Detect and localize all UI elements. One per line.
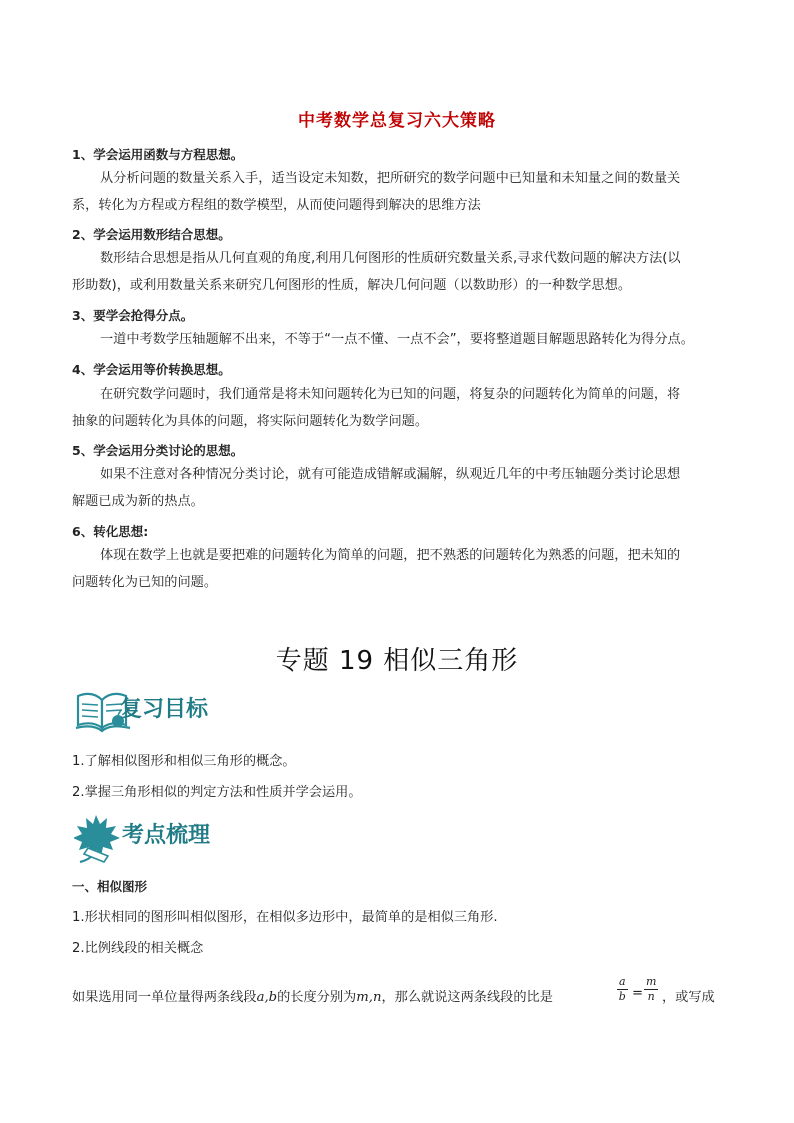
point-item-1: 1.形状相同的图形叫相似图形，在相似多边形中，最简单的是相似三角形. <box>72 910 498 925</box>
strategy-body-6 <box>72 542 724 596</box>
strategy-line-text: 形助数)，或利用数量关系来研究几何图形的性质，解决几何问题（以数助形）的一种数学思想。 <box>72 278 632 293</box>
strategy-line-text: 如果不注意对各种情况分类讨论，就有可能造成错解或漏解，纵观近几年的中考压轴题分类讨论思想 <box>100 467 681 482</box>
strategy-body-2 <box>72 245 724 299</box>
strategy-body-4 <box>72 381 724 435</box>
strategy-line-text: 数形结合思想是指从几何直观的角度,利用几何图形的性质研究数量关系,寻求代数问题的解决方法(以 <box>100 251 681 266</box>
sub-heading-similar-figures: 一、相似图形 <box>72 879 148 894</box>
ratio-text-4: ，或写成 <box>662 990 715 1005</box>
strategy-line <box>72 542 724 569</box>
ratio-text-1: 如果选用同一单位量得两条线段 <box>72 990 257 1005</box>
ratio-text-2: 的长度分别为 <box>277 990 357 1005</box>
strategy-body-5 <box>72 461 724 515</box>
strategy-line-text: 一道中考数学压轴题解不出来，不等于“一点不懂、一点不会”，要将整道题目解题思路转化为得分点。 <box>100 332 694 347</box>
strategy-line <box>72 461 724 488</box>
key-points-label: 考点梳理 <box>122 822 211 848</box>
strategy-line-text: 系，转化为方程或方程组的数学模型，从而使问题得到解决的思维方法 <box>72 198 481 213</box>
ratio-vars-mn: m,n <box>356 990 382 1005</box>
strategy-line-text: 问题转化为已知的问题。 <box>72 575 218 590</box>
equals-sign: = <box>632 986 644 1001</box>
strategy-heading-2: 2、学会运用数形结合思想。 <box>72 227 231 242</box>
fraction-denominator: n <box>647 990 655 1003</box>
strategy-line <box>72 245 724 272</box>
strategy-body-1 <box>72 165 724 219</box>
strategy-body-3 <box>72 326 724 353</box>
ratio-definition-line <box>72 986 553 1005</box>
strategy-line-text: 体现在数学上也就是要把难的问题转化为简单的问题，把不熟悉的问题转化为熟悉的问题，把未知的 <box>100 548 681 563</box>
ratio-text-3: ，那么就说这两条线段的比是 <box>381 990 553 1005</box>
strategy-line-text: 在研究数学问题时，我们通常是将未知问题转化为已知的问题，将复杂的问题转化为简单的问题，将 <box>100 387 681 402</box>
maple-leaf-icon <box>74 812 124 864</box>
fraction-numerator: a <box>619 975 626 988</box>
topic-title: 专题 19 相似三角形 <box>275 646 519 676</box>
goal-item-1: 1.了解相似图形和相似三角形的概念。 <box>72 754 296 769</box>
strategy-line-text: 从分析问题的数量关系入手，适当设定未知数，把所研究的数学问题中已知量和未知量之间的数量关 <box>100 171 681 186</box>
fraction-a-over-b <box>617 975 628 1004</box>
key-points-banner <box>74 812 274 858</box>
goal-item-2: 2.掌握三角形相似的判定方法和性质并学会运用。 <box>72 785 362 800</box>
goals-label: 复习目标 <box>120 696 209 722</box>
goals-banner <box>74 688 274 734</box>
strategy-line <box>72 165 724 192</box>
fraction-m-over-n <box>644 975 658 1004</box>
strategy-heading-5: 5、学会运用分类讨论的思想。 <box>72 443 244 458</box>
strategy-line-text: 抽象的问题转化为具体的问题，将实际问题转化为数学问题。 <box>72 414 429 429</box>
strategy-heading-1: 1、学会运用函数与方程思想。 <box>72 147 244 162</box>
ratio-vars-ab: a,b <box>256 990 278 1005</box>
strategy-heading-4: 4、学会运用等价转换思想。 <box>72 362 231 377</box>
fraction-denominator: b <box>618 990 626 1003</box>
strategy-line <box>72 381 724 408</box>
strategy-line-text: 解题已成为新的热点。 <box>72 494 204 509</box>
strategy-heading-3: 3、要学会抢得分点。 <box>72 308 194 323</box>
strategy-line <box>72 326 724 353</box>
strategy-heading-6: 6、转化思想: <box>72 524 149 539</box>
fraction-numerator: m <box>646 975 657 988</box>
page-title: 中考数学总复习六大策略 <box>298 111 496 131</box>
point-item-2: 2.比例线段的相关概念 <box>72 941 204 956</box>
